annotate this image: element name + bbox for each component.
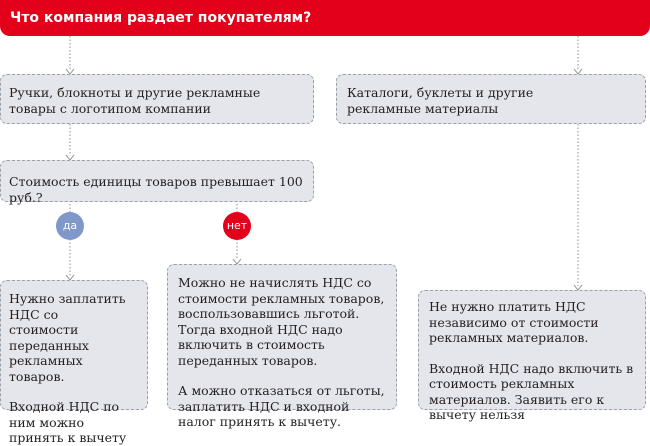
- no-badge: нет: [223, 212, 251, 240]
- gifts-box: [0, 74, 314, 124]
- page-title: Что компания раздает покупателям?: [0, 0, 650, 36]
- condition-text: Стоимость единицы товаров превышает 100 руб.?: [9, 174, 303, 205]
- gifts-text: Ручки, блокноты и другие рекламные товары с логотипом компании: [9, 85, 261, 116]
- yes-result-paragraph-2: Входной НДС по ним можно принять к вычету: [9, 399, 127, 445]
- catalogs-result-paragraph-2: Входной НДС надо включить в стоимость рекламных материалов. Заявить его к вычету нельзя: [429, 360, 634, 422]
- catalogs-box: [336, 74, 646, 124]
- catalogs-result-paragraph-1: Не нужно платить НДС независимо от стоимости рекламных материалов.: [429, 299, 599, 345]
- yes-result-paragraph-1: Нужно заплатить НДС со стоимости переданных рекламных товаров.: [9, 291, 126, 384]
- no-result-paragraph-1: Можно не начислять НДС со стоимости рекламных товаров, воспользовавшись льготой. Тогда входной НДС надо включить в стоимость переданных товаров.: [178, 275, 385, 368]
- catalogs-result-box: [418, 290, 646, 422]
- no-result-box: [167, 264, 397, 429]
- yes-badge: да: [56, 212, 84, 240]
- catalogs-text: Каталоги, буклеты и другие рекламные материалы: [347, 85, 534, 116]
- no-result-paragraph-2: А можно отказаться от льготы, заплатить НДС и входной налог принять к вычету.: [178, 383, 385, 429]
- condition-box: [0, 160, 314, 205]
- yes-result-box: [0, 280, 148, 445]
